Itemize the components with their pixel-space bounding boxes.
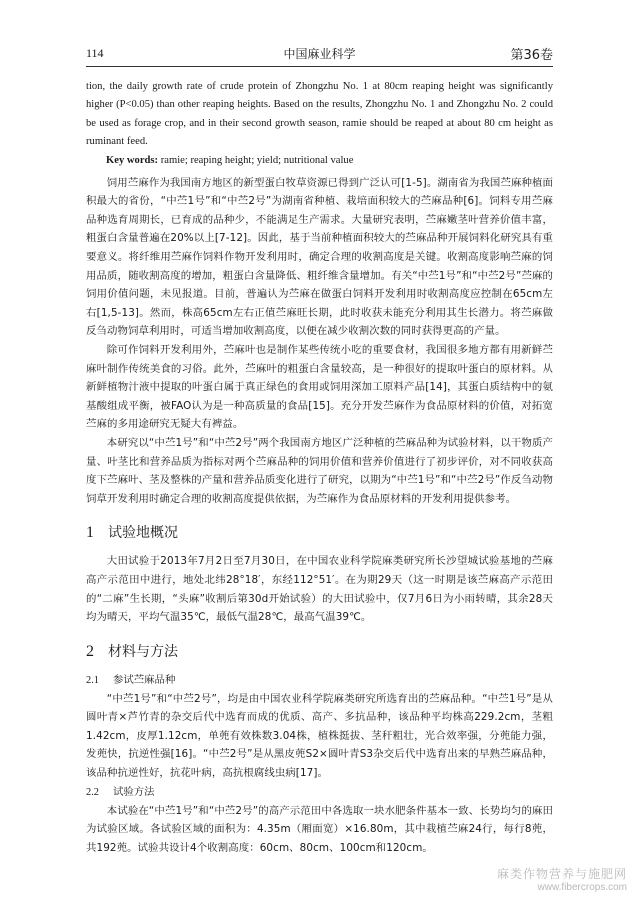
keywords-label: Key words: <box>106 154 159 166</box>
subsection-paragraph: “中苎1号”和“中苎2号”，均是由中国农业科学院麻类研究所选育出的苎麻品种。“中苎1号”是从圆叶青×芦竹青的杂交后代中选育而成的优质、高产、多抗品种，该品种平均株高229.2cm，茎粗1.42cm，皮厚1.12cm，单蔸有效株数3.04株，植株挺拔、茎秆粗壮，光合效率强，分蔸能力强，发蔸快，抗逆性强[16]。“中苎2号”是从黑皮蔸S2×圆叶青S3杂交后代中选育出来的早熟苎麻品种，该品种抗逆性好，抗花叶病，高抗根腐线虫病[17]。 <box>86 692 553 780</box>
journal-title: 中国麻业科学 <box>283 47 356 61</box>
watermark-site-name: 麻类作物营养与施肥网 <box>496 867 627 881</box>
subsection-heading-2-2 <box>86 783 553 802</box>
section-number: 2 <box>86 642 94 660</box>
keywords <box>86 152 553 170</box>
intro-paragraph: 饲用苎麻作为我国南方地区的新型蛋白牧草资源已得到广泛认可[1-5]。湖南省为我国苎麻种植面积最大的省份，“中苎1号”和“中苎2号”为湖南省种植、栽培面积较大的苎麻品种[6]。饲料专用苎麻品种选育周期长，已育成的品种少，不能满足生产需求。大量研究表明，苎麻嫩茎叶营养价值丰富，粗蛋白含量普遍在20%以上[7-12]。因此，基于当前种植面积较大的苎麻品种开展饲料化研究具有重要意义。将纤维用苎麻作饲料作物开发利用时，确定合理的收割高度是关键。收割高度影响苎麻的饲用品质，随收割高度的增加，粗蛋白含量降低、粗纤维含量增加。有关“中苎1号”和“中苎2号”苎麻的饲用价值问题，未见报道。目前，普遍认为苎麻在做蛋白饲料开发利用时收割高度应控制在65cm左右[1,5-13]。然而，株高65cm左右正值苎麻旺长期，此时收获未能充分利用其生长潜力。将苎麻做反刍动物饲草利用时，可适当增加收割高度，以便在减少收割次数的同时获得更高的产量。 <box>86 176 553 338</box>
subsection-title: 参试苎麻品种 <box>113 673 176 686</box>
article-body <box>86 78 553 857</box>
intro-paragraph: 除可作饲料开发利用外，苎麻叶也是制作某些传统小吃的重要食材，我国很多地方都有用新鲜苎麻叶制作传统美食的习俗。此外，苎麻叶的粗蛋白含量较高，是一种很好的提取叶蛋白的原材料。从新鲜植物汁液中提取的叶蛋白属于真正绿色的食用或饲用深加工原料产品[14]，其蛋白质结构中的氨基酸组成平衡，被FAO认为是一种高质量的食品[15]。充分开发苎麻作为食品原材料的价值，对拓宽苎麻的多用途研究无疑大有裨益。 <box>86 343 553 431</box>
section1-paragraph: 大田试验于2013年7月2日至7月30日，在中国农业科学院麻类研究所长沙望城试验基地的苎麻高产示范田中进行，地处北纬28°18′，东经112°51′。在为期29天（这一时期是该苎麻高产示范田的“二麻”生长期，“头麻”收割后第30d开始试验）的大田试验中，仅7月6日为小雨转晴，其余28天均为晴天，平均气温35℃，最低气温28℃，最高气温39℃。 <box>86 555 553 624</box>
intro-paragraph: 本研究以“中苎1号”和“中苎2号”两个我国南方地区广泛种植的苎麻品种为试验材料，以干物质产量、叶茎比和营养品质为指标对两个苎麻品种的饲用价值和营养价值进行了初步评价，对不同收获高度下苎麻叶、茎及整株的产量和营养品质变化进行了研究，以期为“中苎1号”和“中苎2号”作反刍动物饲草开发利用时确定合理的收割高度提供依据，为苎麻作为食品原材料的开发利用提供参考。 <box>86 436 553 505</box>
header-rule <box>86 66 553 67</box>
subsection-paragraph: 本试验在“中苎1号”和“中苎2号”的高产示范田中各选取一块水肥条件基本一致、长势均匀的麻田为试验区域。各试验区域的面积为：4.35m（厢面宽）×16.80m，其中栽植苎麻24行，每行8蔸，共192蔸。试验共设计4个收割高度：60cm、80cm、100cm和120cm。 <box>86 804 553 854</box>
subsection-number: 2.2 <box>86 786 99 798</box>
running-header <box>86 44 553 62</box>
volume-label: 第36卷 <box>510 48 553 63</box>
section-heading-1 <box>86 522 553 542</box>
subsection-title: 试验方法 <box>113 785 155 798</box>
subsection-number: 2.1 <box>86 674 99 686</box>
section-title: 试验地概况 <box>108 525 178 542</box>
section-number: 1 <box>86 524 94 542</box>
watermark <box>497 865 627 893</box>
watermark-url: www.fibercrops.com <box>537 882 627 893</box>
section-heading-2 <box>86 641 553 661</box>
keywords-text: ramie; reaping height; yield; nutritional value <box>158 154 354 166</box>
abstract-tail: tion, the daily growth rate of crude protein of Zhongzhu No. 1 at 80cm reaping height was significantly higher (P<0.05) than other reaping heights. Based on the results, Zhongzhu No. 1 and Zhongzhu No. 2 could be used as forage crop, and in their second growth season, ramie should be reaped at about 80 cm height as ruminant feed. <box>86 81 553 148</box>
section-title: 材料与方法 <box>108 643 178 660</box>
page-number: 114 <box>86 46 104 60</box>
subsection-heading-2-1 <box>86 671 553 690</box>
